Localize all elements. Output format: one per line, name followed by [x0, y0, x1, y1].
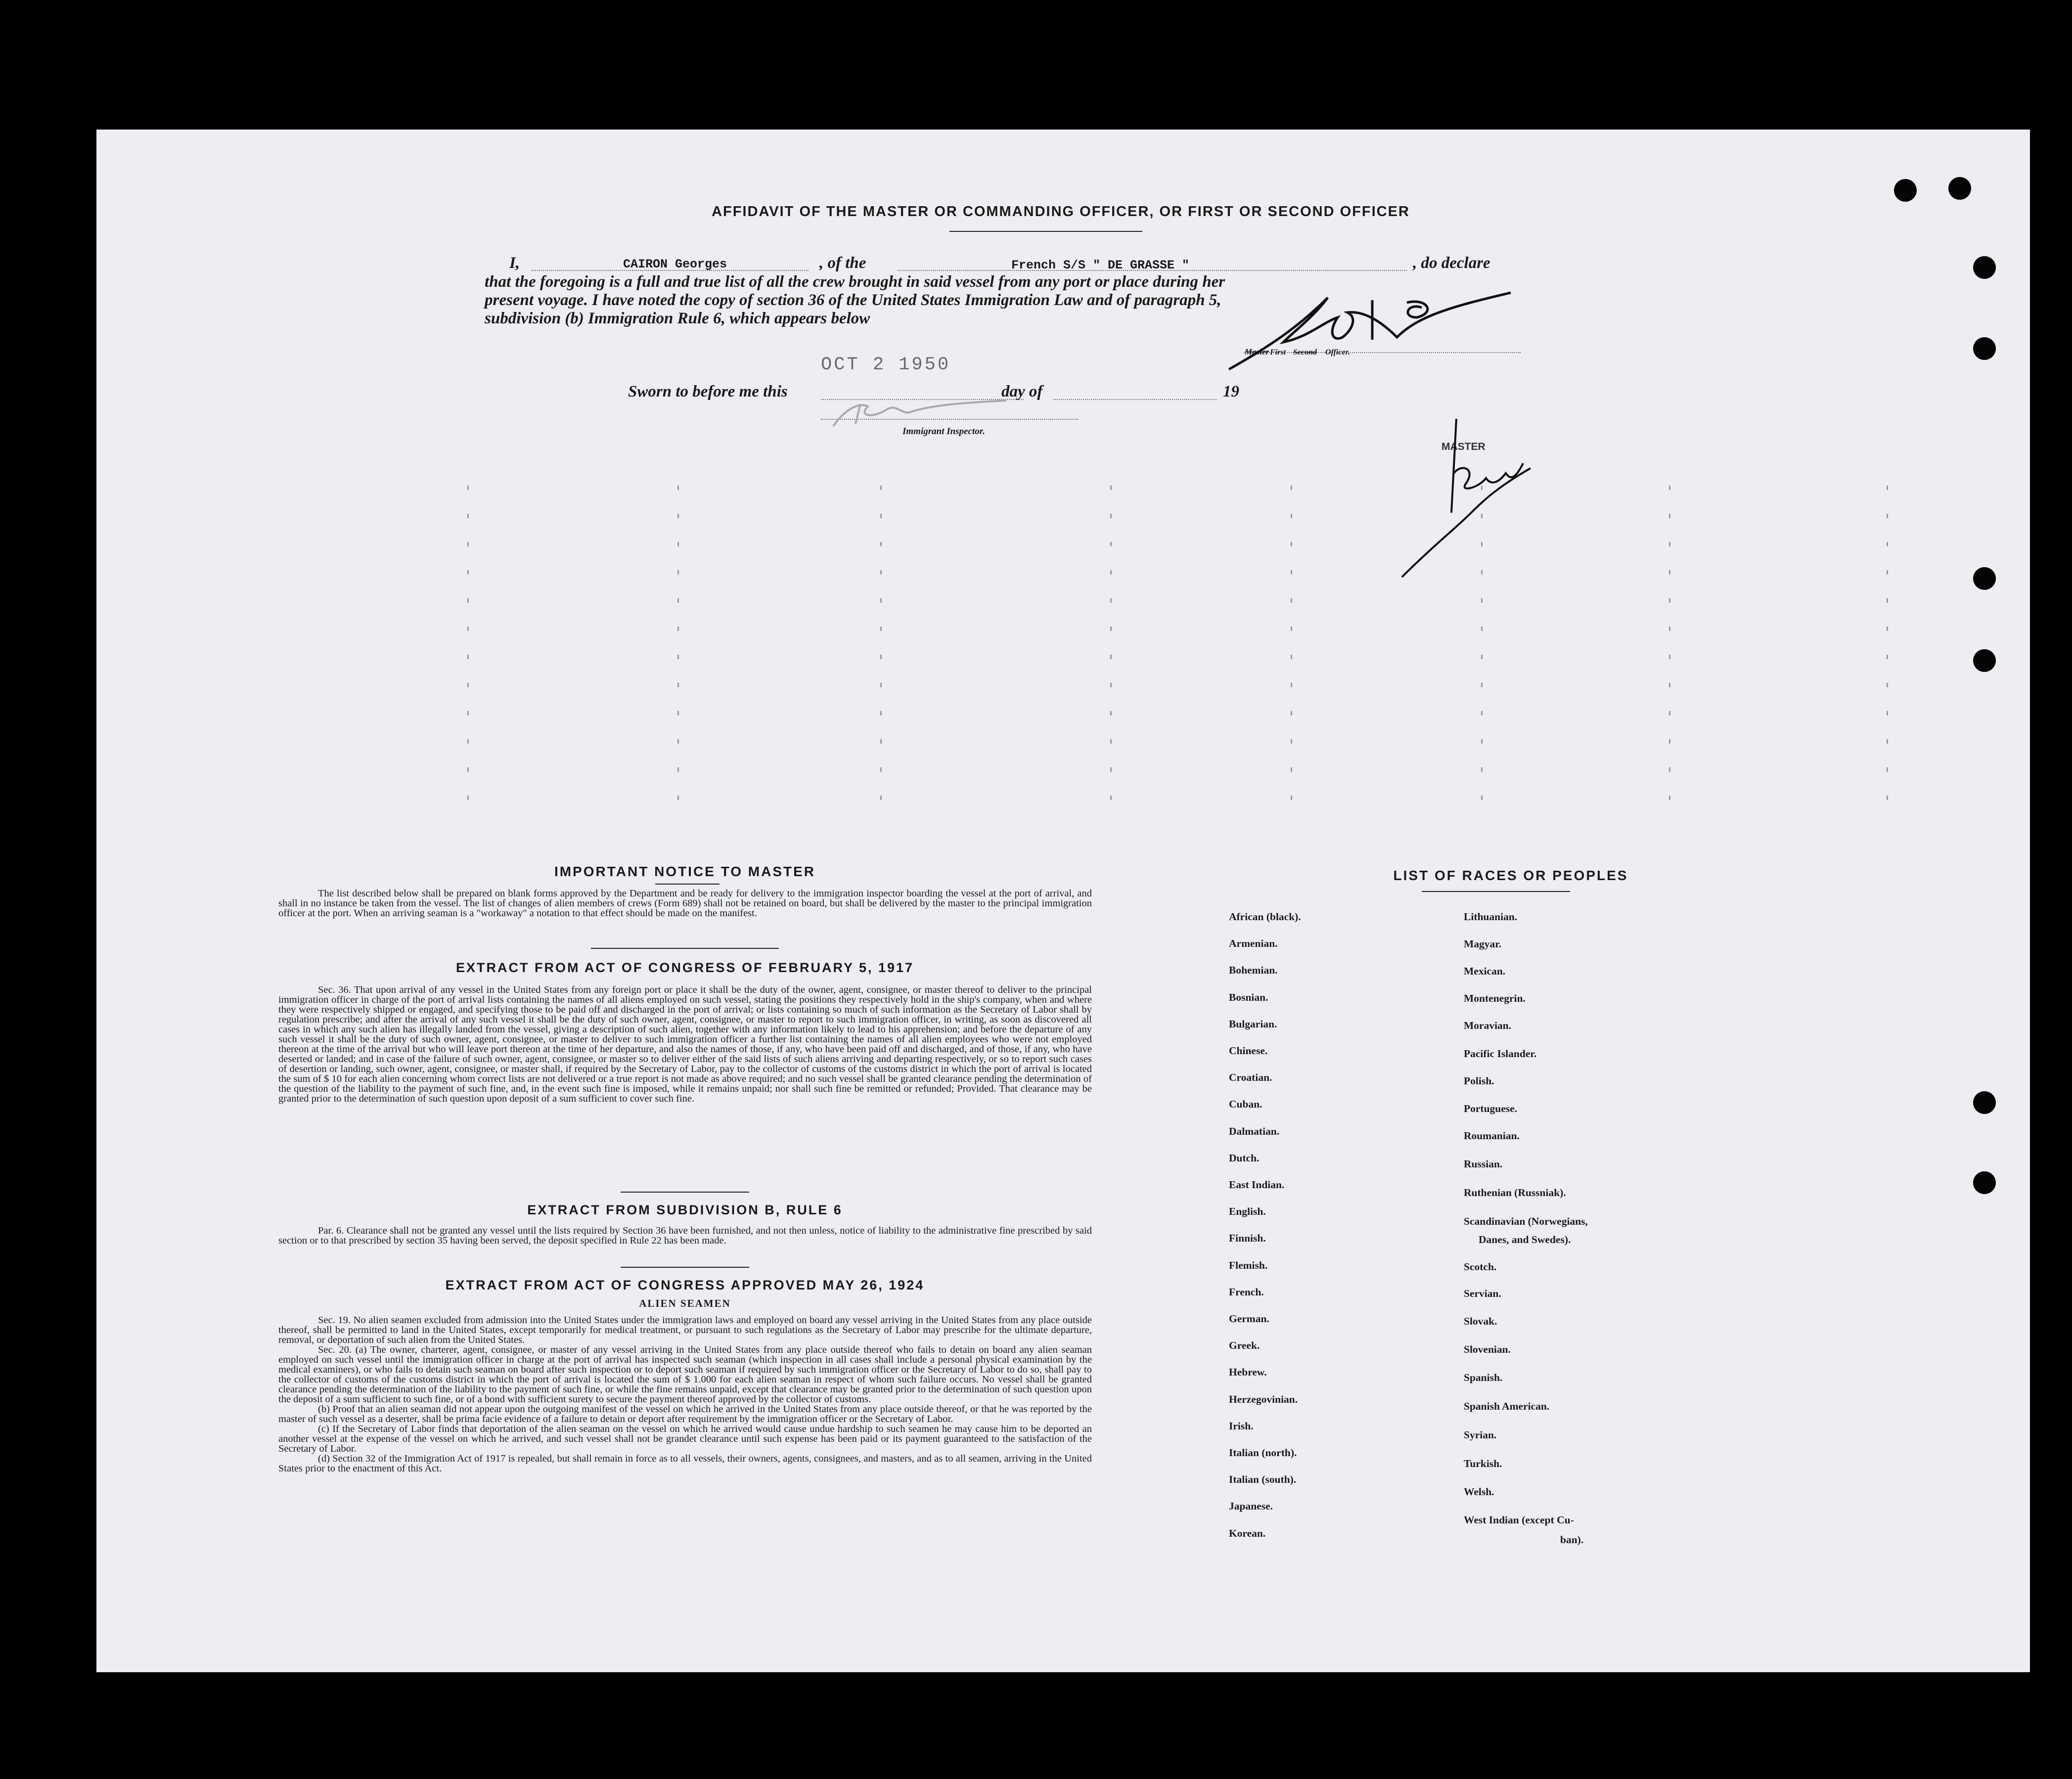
- document-page: [96, 130, 2030, 1672]
- tick-mark: [467, 486, 469, 490]
- tick-mark: [467, 626, 469, 631]
- tick-mark: [880, 711, 882, 715]
- tick-mark: [1669, 711, 1670, 715]
- race-item: Japanese.: [1229, 1500, 1273, 1512]
- rule6-block: [278, 1226, 1092, 1245]
- sworn-label: Sworn to before me this: [628, 383, 788, 400]
- extract-1924-p3: (b) Proof that an alien seaman did not appear upon the outgoing manifest of the vessel on which he arrived in the United States from any place outside thereof, or that he was reported by the master of such vessel as a deserter, shall be prima facie evidence of a failure to detain or deport after requirement by the immigration officer or the Secretary of Labor.: [278, 1404, 1092, 1424]
- race-item: Spanish American.: [1464, 1400, 1550, 1412]
- race-item: Moravian.: [1464, 1020, 1512, 1031]
- race-item: German.: [1229, 1313, 1269, 1325]
- race-item: Roumanian.: [1464, 1130, 1520, 1142]
- tick-mark: [880, 767, 882, 772]
- tick-mark: [677, 542, 679, 546]
- tick-mark: [1481, 542, 1483, 546]
- affidavit-heading: AFFIDAVIT OF THE MASTER OR COMMANDING OFFICER, OR FIRST OR SECOND OFFICER: [712, 204, 1410, 220]
- tick-mark: [1887, 486, 1888, 490]
- officer-struck-second: Second: [1293, 348, 1317, 356]
- punch-hole: [1973, 337, 1996, 360]
- notice-rule: [655, 884, 720, 885]
- tick-mark: [677, 514, 679, 518]
- punch-hole: [1894, 179, 1917, 202]
- tick-mark: [677, 626, 679, 631]
- tick-mark: [1481, 655, 1483, 659]
- tick-mark: [467, 570, 469, 575]
- tick-mark: [880, 598, 882, 603]
- vessel-name: French S/S " DE GRASSE ": [1011, 258, 1190, 272]
- race-item: Scandinavian (Norwegians,: [1464, 1215, 1588, 1227]
- tick-mark: [1291, 626, 1292, 631]
- tick-mark: [1669, 486, 1670, 490]
- race-item: Dutch.: [1229, 1152, 1260, 1164]
- race-item: Polish.: [1464, 1075, 1494, 1087]
- race-item: Italian (north).: [1229, 1447, 1297, 1459]
- tick-mark: [1110, 570, 1112, 575]
- do-declare-label: , do declare: [1413, 254, 1490, 272]
- race-item: Bulgarian.: [1229, 1018, 1277, 1030]
- notice-title: IMPORTANT NOTICE TO MASTER: [554, 864, 816, 879]
- tick-mark: [1887, 626, 1888, 631]
- race-item: Hebrew.: [1229, 1366, 1267, 1379]
- master-stamp: MASTER: [1441, 441, 1486, 452]
- punch-hole: [1973, 256, 1996, 279]
- race-item: Mexican.: [1464, 965, 1506, 977]
- tick-mark: [677, 796, 679, 800]
- tick-mark: [677, 711, 679, 715]
- tick-mark: [1291, 767, 1292, 772]
- race-item: Italian (south).: [1229, 1473, 1297, 1486]
- race-item: Lithuanian.: [1464, 911, 1518, 923]
- tick-mark: [677, 598, 679, 603]
- tick-mark: [467, 767, 469, 772]
- punch-hole: [1973, 649, 1996, 672]
- races-rule: [1422, 891, 1570, 892]
- race-item: Flemish.: [1229, 1259, 1268, 1271]
- race-item: Welsh.: [1464, 1486, 1494, 1498]
- tick-mark: [1291, 486, 1292, 490]
- race-item: Russian.: [1464, 1158, 1503, 1170]
- notice-text: The list described below shall be prepared on blank forms approved by the Department and be ready for delivery to the immigration inspector boarding the vessel at the port of arrival, and shall in no instance be taken from the vessel. The list of changes of alien members of crews (Form 689) shall not be retained on board, but shall be delivered by the master to the principal immigration officer at the port. When an arriving seaman is a "workaway" a notation to that effect should be made on the manifest.: [278, 888, 1092, 919]
- race-item: Irish.: [1229, 1420, 1254, 1432]
- officer-signature: [1209, 288, 1526, 377]
- tick-mark: [1669, 796, 1670, 800]
- tick-mark: [1887, 655, 1888, 659]
- race-item: Finnish.: [1229, 1232, 1266, 1245]
- heading-rule: [949, 231, 1142, 232]
- race-item: Korean.: [1229, 1527, 1266, 1539]
- inspector-label: Immigrant Inspector.: [902, 426, 985, 437]
- tick-mark: [1291, 796, 1292, 800]
- tick-mark: [677, 683, 679, 687]
- tick-mark: [677, 655, 679, 659]
- tick-mark: [1669, 570, 1670, 575]
- tick-mark: [1887, 598, 1888, 603]
- races-title: LIST OF RACES OR PEOPLES: [1393, 868, 1628, 883]
- extract-1924-p2: Sec. 20. (a) The owner, charterer, agent, consignee, or master of any vessel arriving in the United States from any place outside thereof who fails to detain on board any alien seaman employed on such vessel until the immigration officer in charge at the port of arrival has inspected such seaman (which inspection in all cases shall include a personal physical examination by the medical examiners), or who fails to detain such seaman on board after such inspection or to deport such seaman if required by such immigration officer or the Secretary of Labor to do so, shall pay to the collector of customs of the customs district in which the port of arrival is located the sum of $ 1.000 for each alien seaman in respect of whom such failure occurs. No vessel shall be granted clearance pending the determination of the liability to the payment of such fine, or while the fine remains unpaid, except that clearance may be granted prior to the determination of such question upon the deposit of a sum sufficient to such fine, or of a bond with sufficient surety to secure the payment thereof approved by the collector of customs.: [278, 1344, 1092, 1405]
- tick-mark: [677, 739, 679, 744]
- race-item: Turkish.: [1464, 1458, 1502, 1469]
- date-stamp: OCT 2 1950: [821, 355, 951, 375]
- tick-mark: [880, 514, 882, 518]
- extract-1917-block: [278, 985, 1092, 1104]
- tick-mark: [880, 796, 882, 800]
- tick-mark: [1110, 683, 1112, 687]
- tick-mark: [1669, 683, 1670, 687]
- tick-mark: [1669, 542, 1670, 546]
- tick-mark: [880, 542, 882, 546]
- master-name: CAIRON Georges: [623, 257, 727, 271]
- tick-mark: [467, 514, 469, 518]
- notice-end-rule: [591, 948, 779, 949]
- race-west-indian-cont: ban).: [1560, 1534, 1584, 1546]
- tick-mark: [1110, 542, 1112, 546]
- tick-mark: [1481, 739, 1483, 744]
- tick-mark: [880, 486, 882, 490]
- extract-1917-text: Sec. 36. That upon arrival of any vessel in the United States from any foreign port or place it shall be the duty of the owner, agent, consignee, or master thereof to deliver to the principal immigration officer in charge of the port of arrival lists containing the names of all aliens employed on such vessel, stating the positions they respectively hold in the ship's company, when and where they were respectively shipped or engaged, and specifying those to be paid off and discharged in the port of arrival; or lists containing so much of such information as the Secretary of Labor shall by regulation prescribe; and after the arrival of any such vessel it shall be the duty of such owner, agent, consignee, or master to report to such immigration officer, in writing, as soon as discovered all cases in which any such alien has illegally landed from the vessel, giving a description of such alien, together with any information likely to lead to his apprehension; and before the departure of any such vessel it shall be the duty of such owner, agent, consignee, or master to deliver to such immigration officer a further list containing the names of all alien employees who were not employed thereon at the time of the arrival but who will leave port thereon at the time of her departure, and also the names of those, if any, who have been paid off and discharged, and of those, if any, who have deserted or landed; and in case of the failure of such owner, agent, consignee, or master so to deliver either of the said lists of such aliens arriving and departing respectively, or so to report such cases of desertion or landing, such owner, agent, consignee, or master shall, if required by the Secretary of Labor, pay to the collector of customs of the customs district in which the port of arrival is located the sum of $ 10 for each alien concerning whom correct lists are not delivered or a true report is not made as above required; and no such vessel shall be granted clearance pending the determination of the question of the liability to the payment of such fine, and, in the event such fine is imposed, while it remains unpaid; nor shall such fine be remitted or refunded; Provided. That clearance may be granted prior to the determination of such question upon deposit of a sum sufficient to cover such fine.: [278, 984, 1092, 1104]
- tick-mark: [467, 711, 469, 715]
- race-item: Syrian.: [1464, 1429, 1497, 1441]
- race-item: English.: [1229, 1205, 1266, 1218]
- race-item: Armenian.: [1229, 937, 1278, 950]
- tick-mark: [467, 683, 469, 687]
- extract-1917-end-rule: [621, 1192, 749, 1193]
- race-item: Montenegrin.: [1464, 992, 1526, 1004]
- tick-mark: [677, 486, 679, 490]
- tick-mark: [1291, 514, 1292, 518]
- race-scandinavian-cont: Danes, and Swedes).: [1479, 1234, 1571, 1245]
- tick-mark: [1110, 626, 1112, 631]
- tick-mark: [1669, 626, 1670, 631]
- rule6-end-rule: [621, 1267, 749, 1268]
- race-item: French.: [1229, 1286, 1264, 1298]
- race-item: Slovak.: [1464, 1315, 1497, 1327]
- inspector-signature: [813, 397, 1011, 431]
- tick-mark: [1887, 514, 1888, 518]
- punch-hole: [1948, 177, 1971, 200]
- tick-mark: [467, 542, 469, 546]
- tick-mark: [1110, 711, 1112, 715]
- race-item: Slovenian.: [1464, 1343, 1511, 1355]
- race-item: Magyar.: [1464, 938, 1502, 950]
- tick-mark: [1481, 626, 1483, 631]
- race-item: Pacific Islander.: [1464, 1048, 1537, 1060]
- tick-mark: [1110, 514, 1112, 518]
- tick-mark: [1481, 683, 1483, 687]
- master-signature: [1392, 414, 1540, 582]
- rule6-title: EXTRACT FROM SUBDIVISION B, RULE 6: [527, 1202, 843, 1217]
- tick-mark: [1481, 570, 1483, 575]
- extract-1924-title: EXTRACT FROM ACT OF CONGRESS APPROVED MAY 26, 1924: [445, 1278, 925, 1292]
- tick-mark: [1481, 598, 1483, 603]
- extract-1924-p4: (c) If the Secretary of Labor finds that deportation of the alien seaman on the vessel on which he arrived would cause undue hardship to such seamen he may cause him to be deported an another vessel at the expense of the vessel on which he arrived, and such vessel shall not be grandet clearance until such expense has been paid or its payment guaranteed to the satisfaction of the Secretary of Labor.: [278, 1423, 1092, 1454]
- race-item: African (black).: [1229, 911, 1301, 923]
- tick-mark: [1669, 598, 1670, 603]
- tick-mark: [1291, 655, 1292, 659]
- tick-mark: [1291, 598, 1292, 603]
- extract-1924-p5: (d) Section 32 of the Immigration Act of 1917 is repealed, but shall remain in force as to all vessels, their owners, agents, consignees, and masters, and as to all seamen, arriving in the United States prior to the enactment of this Act.: [278, 1453, 1092, 1474]
- extract-1917-title: EXTRACT FROM ACT OF CONGRESS OF FEBRUARY 5, 1917: [455, 960, 914, 975]
- tick-mark: [467, 655, 469, 659]
- tick-mark: [1291, 683, 1292, 687]
- tick-mark: [880, 570, 882, 575]
- notice-text-block: [278, 889, 1092, 918]
- affidavit-line-2: that the foregoing is a full and true list of all the crew brought in said vessel from any port or place during her: [485, 273, 1225, 291]
- race-item: Spanish.: [1464, 1372, 1503, 1383]
- tick-mark: [467, 739, 469, 744]
- tick-mark: [467, 598, 469, 603]
- race-item: East Indian.: [1229, 1179, 1285, 1191]
- officer-suffix: Officer.: [1325, 348, 1350, 356]
- tick-mark: [1291, 542, 1292, 546]
- tick-mark: [1887, 711, 1888, 715]
- tick-mark: [880, 739, 882, 744]
- tick-mark: [880, 683, 882, 687]
- race-item: Cuban.: [1229, 1098, 1262, 1111]
- tick-mark: [1110, 796, 1112, 800]
- tick-mark: [880, 626, 882, 631]
- tick-mark: [467, 796, 469, 800]
- tick-mark: [677, 570, 679, 575]
- tick-mark: [1887, 767, 1888, 772]
- tick-mark: [1291, 739, 1292, 744]
- affidavit-line-3: present voyage. I have noted the copy of section 36 of the United States Immigration Law and of paragraph 5,: [485, 291, 1221, 309]
- tick-mark: [1291, 570, 1292, 575]
- officer-struck-master: Master: [1245, 347, 1269, 356]
- race-item: Greek.: [1229, 1339, 1260, 1352]
- tick-mark: [677, 767, 679, 772]
- race-item: Herzegovinian.: [1229, 1393, 1298, 1405]
- punch-hole: [1973, 1091, 1996, 1114]
- tick-mark: [1110, 767, 1112, 772]
- tick-mark: [1110, 739, 1112, 744]
- tick-mark: [1110, 486, 1112, 490]
- race-item: Bohemian.: [1229, 964, 1278, 977]
- tick-mark: [1887, 683, 1888, 687]
- sworn-month-line: [1053, 399, 1216, 400]
- race-item: Croatian.: [1229, 1071, 1272, 1084]
- tick-mark: [1481, 711, 1483, 715]
- tick-mark: [1669, 655, 1670, 659]
- extract-1924-block: [278, 1315, 1092, 1473]
- tick-mark: [1481, 796, 1483, 800]
- year-prefix: 19: [1223, 383, 1239, 400]
- tick-mark: [1110, 655, 1112, 659]
- rule6-text: Par. 6. Clearance shall not be granted any vessel until the lists required by Section 36 have been furnished, and not then unless, notice of liability to the administrative fine prescribed by said section or to that prescribed by section 35 having been served, the deposit specified in Rule 22 has been made.: [278, 1225, 1092, 1246]
- affidavit-line-4: subdivision (b) Immigration Rule 6, which appears below: [485, 310, 870, 327]
- day-of-label: day of: [1001, 383, 1043, 400]
- tick-mark: [1887, 570, 1888, 575]
- race-item: Chinese.: [1229, 1045, 1268, 1057]
- extract-1924-subtitle: ALIEN SEAMEN: [639, 1297, 731, 1309]
- tick-mark: [1110, 598, 1112, 603]
- tick-mark: [1887, 796, 1888, 800]
- tick-mark: [1291, 711, 1292, 715]
- punch-hole: [1973, 1171, 1996, 1194]
- race-item: Servian.: [1464, 1288, 1501, 1299]
- of-the-label: , of the: [819, 254, 866, 272]
- extract-1924-p1: Sec. 19. No alien seamen excluded from admission into the United States under the immigration laws and employed on board any vessel arriving in the United States from any place outside thereof, shall be permitted to land in the United States, except temporarily for medical treatment, or pursuant to such regulations as the Secretary of Labor may prescribe for the ultimate departure, removal, or deportation of such alien from the United States.: [278, 1315, 1092, 1345]
- officer-first-label: First: [1270, 348, 1286, 356]
- affidavit-i: I,: [509, 254, 520, 272]
- tick-mark: [1481, 514, 1483, 518]
- race-item: Scotch.: [1464, 1261, 1497, 1273]
- tick-mark: [1669, 767, 1670, 772]
- race-item: West Indian (except Cu-: [1464, 1514, 1574, 1526]
- tick-mark: [1481, 486, 1483, 490]
- race-item: Portuguese.: [1464, 1103, 1518, 1114]
- tick-mark: [1481, 767, 1483, 772]
- race-item: Ruthenian (Russniak).: [1464, 1187, 1566, 1199]
- tick-mark: [1887, 739, 1888, 744]
- race-item: Bosnian.: [1229, 991, 1268, 1003]
- tick-mark: [1669, 739, 1670, 744]
- race-item: Dalmatian.: [1229, 1125, 1280, 1137]
- tick-mark: [880, 655, 882, 659]
- punch-hole: [1973, 567, 1996, 590]
- tick-mark: [1669, 514, 1670, 518]
- tick-mark: [1887, 542, 1888, 546]
